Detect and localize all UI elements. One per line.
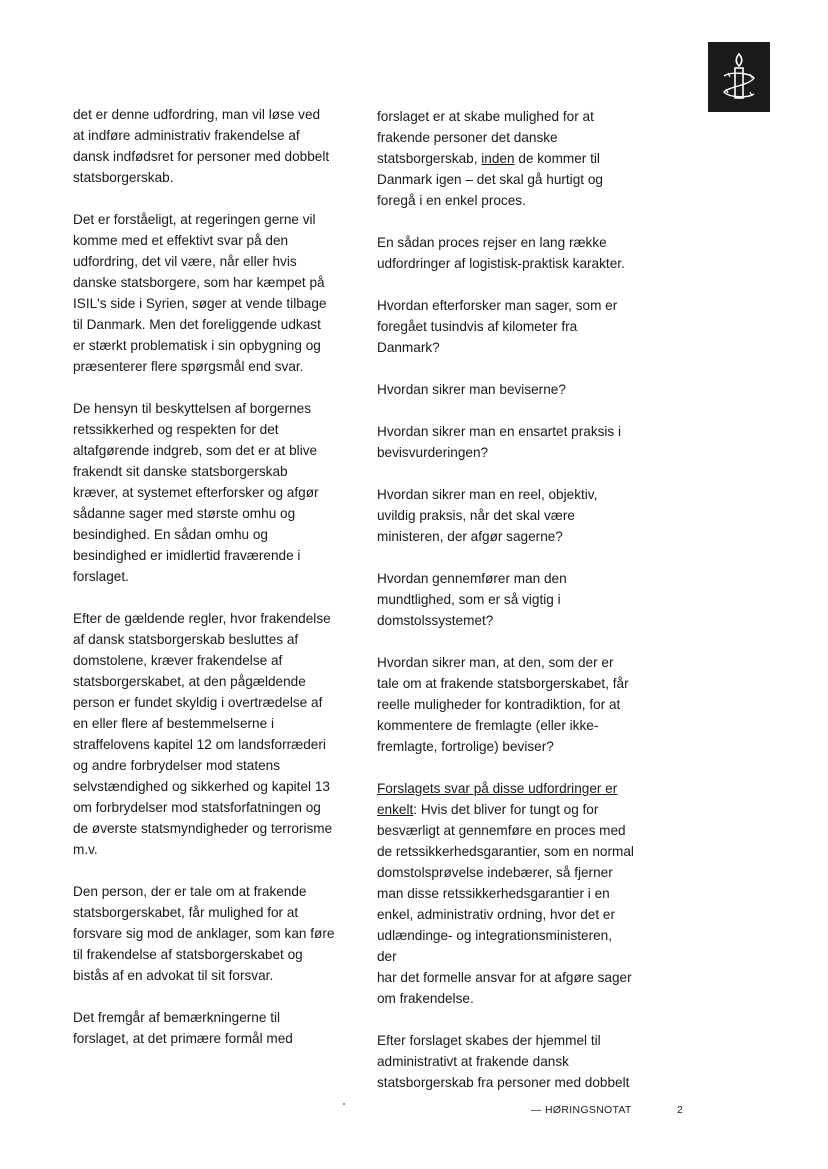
right-paragraph-9 xyxy=(377,778,635,1009)
candle-barbed-wire-icon xyxy=(708,42,770,112)
right-paragraph-6: Hvordan sikrer man en reel, objektiv, uvildig praksis, når det skal være ministeren, der afgør sagerne? xyxy=(377,487,598,544)
footer-label: — HØRINGSNOTAT xyxy=(531,1104,632,1116)
underlined-inden: inden xyxy=(481,151,515,166)
right-paragraph-1-start: forslaget er at skabe mulighed for at frakende personer det danske statsborgerskab, xyxy=(377,109,594,166)
right-paragraph-5: Hvordan sikrer man en ensartet praksis i bevisvurderingen? xyxy=(377,424,622,460)
right-paragraph-1-end: de kommer til Danmark igen – det skal gå hurtigt og foregå i en enkel proces. xyxy=(377,151,603,208)
left-paragraph-3: De hensyn til beskyttelsen af borgernes retssikkerhed og respekten for det altafgørende indgreb, som det er at blive frakendt sit danske statsborgerskab kræver, at systemet efterforsker og afgør sådanne sager med største omhu og besindighed. En sådan omhu og besindighed er imidlertid fraværende i forslaget. xyxy=(73,401,319,584)
right-paragraph-3: Hvordan efterforsker man sager, som er foregået tusindvis af kilometer fra Danmark? xyxy=(377,298,618,355)
right-paragraph-4: Hvordan sikrer man beviserne? xyxy=(377,382,566,397)
right-column xyxy=(377,106,635,1114)
right-paragraph-8: Hvordan sikrer man, at den, som der er tale om at frakende statsborgerskabet, får reelle muligheder for kontradiktion, for at kommentere de fremlagte (eller ikke- fremlagte, fortrolige) beviser? xyxy=(377,655,629,754)
left-column xyxy=(73,104,335,1070)
left-paragraph-1: det er denne udfordring, man vil løse ved at indføre administrativ frakendelse af dansk indfødsret for personer med dobbelt statsborgerskab. xyxy=(73,107,330,185)
left-paragraph-6: Det fremgår af bemærkningerne til forslaget, at det primære formål med xyxy=(73,1010,293,1046)
right-paragraph-10: Efter forslaget skabes der hjemmel til administrativt at frakende dansk statsborgerskab fra personer med dobbelt xyxy=(377,1033,630,1090)
underlined-heading: Forslagets svar på disse udfordringer er enkelt xyxy=(377,781,618,817)
right-paragraph-7: Hvordan gennemfører man den mundtlighed, som er så vigtig i domstolssystemet? xyxy=(377,571,567,628)
amnesty-logo xyxy=(708,42,770,112)
left-paragraph-5: Den person, der er tale om at frakende statsborgerskabet, får mulighed for at forsvare sig mod de anklager, som kan føre til frakendelse af statsborgerskabet og bistås af en advokat til sit forsvar. xyxy=(73,884,335,983)
scan-speck xyxy=(343,1103,345,1105)
right-paragraph-9-body: : Hvis det bliver for tungt og for besværligt at gennemføre en proces med de retssikkerhedsgarantier, som en normal domstolsprøvelse indebærer, så fjerner man disse retssikkerhedsgarantier i en enkel, administrativ ordning, hvor det er udlændinge- og integrationsministeren, der har det formelle ansvar for at afgøre sager om frakendelse. xyxy=(377,802,634,1006)
left-paragraph-4: Efter de gældende regler, hvor frakendelse af dansk statsborgerskab besluttes af domstolene, kræver frakendelse af statsborgerskabet, at den pågældende person er fundet skyldig i overtrædelse af en eller flere af bestemmelserne i straffelovens kapitel 12 om landsforræderi og andre forbrydelser mod statens selvstændighed og sikkerhed og kapitel 13 om forbrydelser mod statsforfatningen og de øverste statsmyndigheder og terrorisme m.v. xyxy=(73,611,333,857)
right-paragraph-1 xyxy=(377,106,635,211)
right-paragraph-2: En sådan proces rejser en lang række udfordringer af logistisk-praktisk karakter. xyxy=(377,235,625,271)
left-paragraph-2: Det er forståeligt, at regeringen gerne vil komme med et effektivt svar på den udfordring, det vil være, når eller hvis danske statsborgere, som har kæmpet på ISIL's side i Syrien, søger at vende tilbage til Danmark. Men det foreliggende udkast er stærkt problematisk i sin opbygning og præsenterer flere spørgsmål end svar. xyxy=(73,212,327,374)
page-number: 2 xyxy=(677,1104,684,1116)
